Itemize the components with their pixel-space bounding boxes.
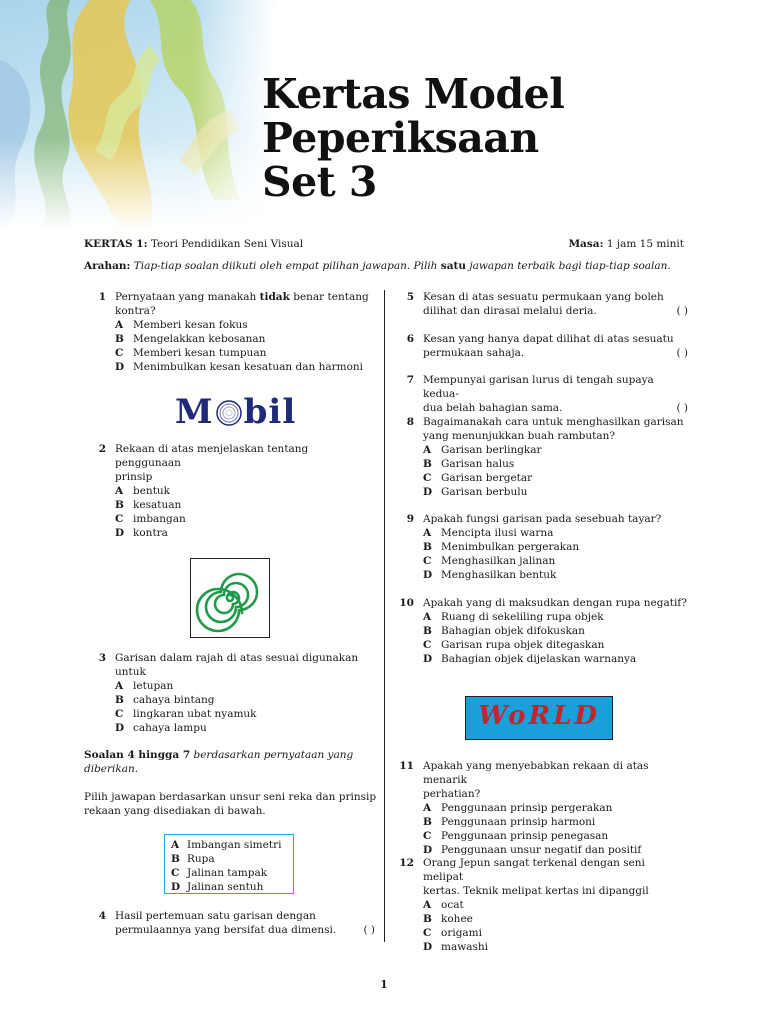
question-6 bbox=[398, 332, 688, 360]
question-number: 6 bbox=[406, 333, 414, 345]
option-b bbox=[423, 912, 688, 926]
spiral-icon bbox=[191, 559, 269, 637]
question-text-part: kertas. Teknik melipat kertas ini dipanggil bbox=[423, 885, 649, 897]
question-number: 5 bbox=[406, 291, 414, 303]
question-5 bbox=[398, 290, 688, 318]
question-text-part: untuk bbox=[115, 666, 146, 678]
title-line-1: Kertas Model bbox=[262, 70, 565, 118]
choice-letter: B bbox=[171, 853, 180, 865]
option-text: origami bbox=[441, 927, 482, 939]
option-text: Memberi kesan tumpuan bbox=[133, 347, 267, 359]
option-a bbox=[115, 679, 375, 693]
question-text bbox=[423, 856, 688, 898]
arahan-text-a: Tiap-tiap soalan diikuti oleh empat pilihan jawapan. Pilih bbox=[133, 260, 438, 272]
question-7 bbox=[398, 373, 688, 415]
option-text: Menimbulkan kesan kesatuan dan harmoni bbox=[133, 361, 364, 373]
option-a bbox=[423, 610, 688, 624]
option-text: letupan bbox=[133, 680, 174, 692]
title-line-3: Set 3 bbox=[262, 158, 377, 206]
question-text-part: Apakah yang di maksudkan dengan rupa negatif? bbox=[423, 597, 687, 609]
world-logo-text: WoRLD bbox=[478, 701, 600, 731]
option-b bbox=[423, 624, 688, 638]
instruction-line-1: Pilih jawapan berdasarkan unsur seni reka dan prinsip bbox=[84, 791, 377, 803]
exam-meta bbox=[84, 237, 684, 277]
question-text-part: dua belah bahagian sama. bbox=[423, 402, 563, 414]
question-text bbox=[115, 909, 375, 937]
option-letter: C bbox=[115, 513, 124, 525]
option-text: Penggunaan prinsip pergerakan bbox=[441, 802, 613, 814]
option-letter: D bbox=[423, 941, 433, 953]
question-text-part: prinsip bbox=[115, 471, 153, 483]
option-text: Mengelakkan kebosanan bbox=[133, 333, 266, 345]
question-text-part: Mempunyai garisan lurus di tengah supaya kedua- bbox=[423, 374, 654, 400]
arahan-text-b: jawapan terbaik bagi tiap-tiap soalan. bbox=[469, 260, 671, 272]
option-text: Bahagian objek difokuskan bbox=[441, 625, 585, 637]
question-text-part: Apakah fungsi garisan pada sesebuah tayar? bbox=[423, 513, 662, 525]
option-text: kesatuan bbox=[133, 499, 182, 511]
mobil-logo bbox=[175, 392, 296, 432]
question-number: 11 bbox=[399, 760, 414, 772]
option-text: mawashi bbox=[441, 941, 488, 953]
option-text: Garisan berlingkar bbox=[441, 444, 542, 456]
option-d bbox=[423, 843, 688, 857]
option-c bbox=[115, 512, 375, 526]
option-text: Garisan halus bbox=[441, 458, 515, 470]
option-letter: B bbox=[423, 458, 432, 470]
question-3 bbox=[90, 651, 375, 735]
option-letter: C bbox=[423, 830, 432, 842]
mobil-logo-m: M bbox=[175, 392, 214, 432]
choice-a bbox=[171, 838, 293, 852]
option-d bbox=[423, 940, 688, 954]
column-divider bbox=[384, 290, 385, 942]
option-c bbox=[423, 926, 688, 940]
option-letter: A bbox=[423, 444, 432, 456]
arahan-label: Arahan: bbox=[84, 260, 131, 272]
choice-c bbox=[171, 866, 293, 880]
question-number: 8 bbox=[406, 416, 414, 428]
masa-value: 1 jam 15 minit bbox=[606, 238, 684, 250]
choice-letter: A bbox=[171, 839, 180, 851]
question-text-part: Garisan dalam rajah di atas sesuai digunakan bbox=[115, 652, 359, 664]
question-text-part: benar tentang bbox=[293, 291, 369, 303]
question-text bbox=[423, 596, 688, 610]
page-number: 1 bbox=[380, 978, 388, 991]
option-text: Penggunaan prinsip harmoni bbox=[441, 816, 596, 828]
option-letter: C bbox=[423, 639, 432, 651]
option-letter: A bbox=[423, 527, 432, 539]
option-letter: D bbox=[423, 569, 433, 581]
question-text-part: dilihat dan dirasai melalui deria. bbox=[423, 305, 597, 317]
question-text-part: permulaannya yang bersifat dua dimensi. bbox=[115, 924, 337, 936]
question-12 bbox=[398, 856, 688, 954]
answer-bracket: ( ) bbox=[676, 347, 688, 359]
option-a bbox=[115, 318, 375, 332]
option-text: Penggunaan prinsip penegasan bbox=[441, 830, 609, 842]
option-text: ocat bbox=[441, 899, 464, 911]
option-a bbox=[423, 898, 688, 912]
section-instruction bbox=[84, 790, 384, 818]
option-text: kohee bbox=[441, 913, 473, 925]
option-text: Menimbulkan pergerakan bbox=[441, 541, 580, 553]
option-letter: D bbox=[423, 486, 433, 498]
option-d bbox=[423, 485, 688, 499]
option-letter: D bbox=[423, 653, 433, 665]
question-number: 4 bbox=[98, 910, 106, 922]
option-a bbox=[423, 526, 688, 540]
section-note bbox=[84, 748, 384, 776]
question-text-part: Bagaimanakah cara untuk menghasilkan garisan bbox=[423, 416, 684, 428]
option-a bbox=[423, 801, 688, 815]
question-text-part: kontra? bbox=[115, 305, 156, 317]
question-text bbox=[423, 759, 688, 801]
question-number: 12 bbox=[399, 857, 414, 869]
option-letter: B bbox=[423, 913, 432, 925]
question-text bbox=[115, 651, 375, 679]
option-a bbox=[115, 484, 375, 498]
option-c bbox=[423, 638, 688, 652]
question-text bbox=[423, 332, 688, 360]
section-note-bold: Soalan 4 hingga 7 bbox=[84, 749, 191, 761]
question-text bbox=[423, 290, 688, 318]
masa-label: Masa: bbox=[568, 238, 604, 250]
question-text bbox=[423, 373, 688, 415]
choice-text: Jalinan sentuh bbox=[187, 881, 264, 893]
question-text-part: yang menunjukkan buah rambutan? bbox=[423, 430, 616, 442]
question-text-part: Apakah yang menyebabkan rekaan di atas menarik bbox=[423, 760, 649, 786]
option-text: Mencipta ilusi warna bbox=[441, 527, 554, 539]
choice-text: Imbangan simetri bbox=[187, 839, 282, 851]
option-letter: C bbox=[423, 472, 432, 484]
option-text: bentuk bbox=[133, 485, 171, 497]
option-d bbox=[115, 721, 375, 735]
choice-b bbox=[171, 852, 293, 866]
question-2 bbox=[90, 442, 375, 540]
question-number: 1 bbox=[98, 291, 106, 303]
kertas-value: Teori Pendidikan Seni Visual bbox=[150, 238, 304, 250]
answer-bracket: ( ) bbox=[676, 402, 688, 414]
instruction-line-2: rekaan yang disediakan di bawah. bbox=[84, 805, 266, 817]
question-text-part: Pernyataan yang manakah bbox=[115, 291, 257, 303]
question-text-bold: tidak bbox=[259, 291, 290, 303]
option-letter: C bbox=[423, 927, 432, 939]
option-letter: B bbox=[115, 333, 124, 345]
option-c bbox=[423, 554, 688, 568]
question-4 bbox=[90, 909, 375, 937]
option-text: Garisan berbulu bbox=[441, 486, 528, 498]
option-c bbox=[423, 471, 688, 485]
question-text-part: perhatian? bbox=[423, 788, 481, 800]
option-c bbox=[115, 707, 375, 721]
world-logo bbox=[465, 696, 613, 740]
option-text: Ruang di sekeliling rupa objek bbox=[441, 611, 604, 623]
option-text: Memberi kesan fokus bbox=[133, 319, 248, 331]
question-number: 3 bbox=[98, 652, 106, 664]
question-number: 9 bbox=[406, 513, 414, 525]
question-text bbox=[115, 442, 375, 484]
question-1 bbox=[90, 290, 375, 374]
option-d bbox=[115, 526, 375, 540]
option-letter: A bbox=[423, 802, 432, 814]
duration bbox=[568, 237, 684, 251]
option-b bbox=[115, 693, 375, 707]
option-letter: A bbox=[423, 611, 432, 623]
option-letter: D bbox=[115, 361, 125, 373]
question-number: 2 bbox=[98, 443, 106, 455]
mobil-logo-rest: bil bbox=[243, 392, 297, 432]
option-a bbox=[423, 443, 688, 457]
page-title bbox=[262, 72, 564, 204]
option-text: Garisan bergetar bbox=[441, 472, 533, 484]
choice-text: Jalinan tampak bbox=[187, 867, 268, 879]
option-text: cahaya lampu bbox=[133, 722, 207, 734]
option-letter: B bbox=[423, 625, 432, 637]
section-note-italic: berdasarkan pernyataan yang bbox=[193, 749, 354, 761]
option-b bbox=[423, 815, 688, 829]
choice-text: Rupa bbox=[187, 853, 215, 865]
paper-info-row bbox=[84, 237, 684, 255]
mobil-logo-o-icon bbox=[214, 398, 244, 428]
answer-bracket: ( ) bbox=[363, 924, 375, 936]
option-text: Menghasilkan bentuk bbox=[441, 569, 557, 581]
option-letter: B bbox=[423, 541, 432, 553]
question-text-part: Kesan di atas sesuatu permukaan yang boleh bbox=[423, 291, 664, 303]
option-letter: D bbox=[423, 844, 433, 856]
question-9 bbox=[398, 512, 688, 582]
choice-letter: D bbox=[171, 881, 181, 893]
option-letter: D bbox=[115, 527, 125, 539]
option-letter: D bbox=[115, 722, 125, 734]
option-d bbox=[423, 568, 688, 582]
option-letter: B bbox=[115, 499, 124, 511]
option-d bbox=[423, 652, 688, 666]
choice-d bbox=[171, 880, 293, 894]
option-text: Menghasilkan jalinan bbox=[441, 555, 556, 567]
option-d bbox=[115, 360, 375, 374]
title-line-2: Peperiksaan bbox=[262, 114, 539, 162]
question-number: 7 bbox=[406, 374, 414, 386]
option-c bbox=[115, 346, 375, 360]
question-text-part: permukaan sahaja. bbox=[423, 347, 525, 359]
question-text bbox=[115, 290, 375, 318]
arahan-bold: satu bbox=[440, 260, 466, 272]
option-letter: C bbox=[423, 555, 432, 567]
option-letter: A bbox=[115, 319, 124, 331]
question-text-part: Orang Jepun sangat terkenal dengan seni melipat bbox=[423, 857, 645, 883]
option-text: imbangan bbox=[133, 513, 186, 525]
option-letter: A bbox=[115, 485, 124, 497]
option-b bbox=[115, 332, 375, 346]
option-text: Garisan rupa objek ditegaskan bbox=[441, 639, 605, 651]
instructions-row bbox=[84, 259, 684, 277]
spiral-figure bbox=[190, 558, 270, 638]
question-text-part: Hasil pertemuan satu garisan dengan bbox=[115, 910, 316, 922]
option-letter: B bbox=[423, 816, 432, 828]
option-letter: C bbox=[115, 708, 124, 720]
option-b bbox=[115, 498, 375, 512]
option-text: lingkaran ubat nyamuk bbox=[133, 708, 257, 720]
answer-bracket: ( ) bbox=[676, 305, 688, 317]
question-8 bbox=[398, 415, 688, 499]
option-letter: A bbox=[423, 899, 432, 911]
section-note-italic: diberikan. bbox=[84, 763, 139, 775]
option-b bbox=[423, 457, 688, 471]
question-10 bbox=[398, 596, 688, 666]
question-text-part: Rekaan di atas menjelaskan tentang penggunaan bbox=[115, 443, 309, 469]
option-text: kontra bbox=[133, 527, 168, 539]
choices-box bbox=[164, 834, 294, 894]
question-text bbox=[423, 512, 688, 526]
question-11 bbox=[398, 759, 688, 857]
question-text-part: Kesan yang hanya dapat dilihat di atas sesuatu bbox=[423, 333, 674, 345]
question-text bbox=[423, 415, 688, 443]
option-text: cahaya bintang bbox=[133, 694, 215, 706]
option-letter: C bbox=[115, 347, 124, 359]
option-letter: B bbox=[115, 694, 124, 706]
option-text: Penggunaan unsur negatif dan positif bbox=[441, 844, 642, 856]
option-b bbox=[423, 540, 688, 554]
choice-letter: C bbox=[171, 867, 180, 879]
option-text: Bahagian objek dijelaskan warnanya bbox=[441, 653, 637, 665]
option-c bbox=[423, 829, 688, 843]
kertas-label: KERTAS 1: bbox=[84, 238, 148, 250]
question-number: 10 bbox=[399, 597, 414, 609]
option-letter: A bbox=[115, 680, 124, 692]
